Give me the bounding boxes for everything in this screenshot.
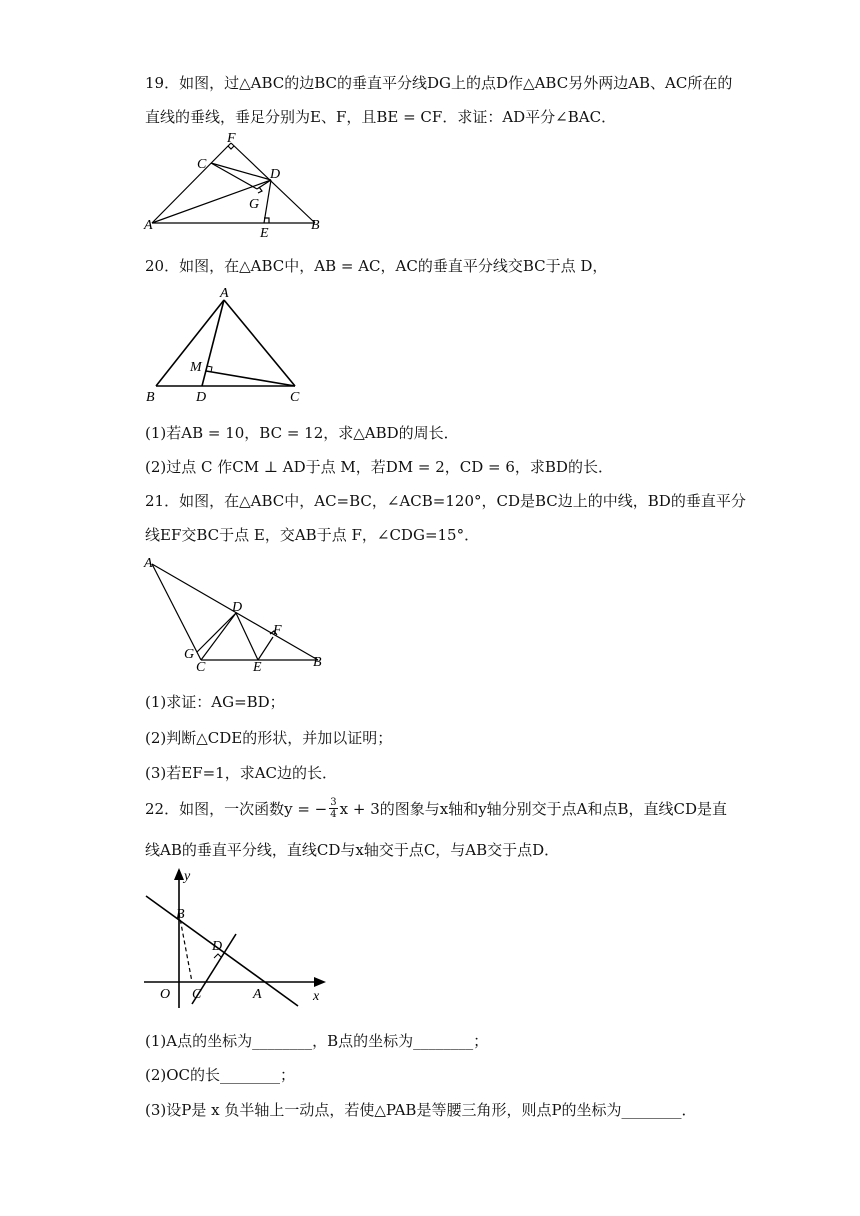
q20-label-M: M — [190, 360, 202, 375]
q21-text-line2: 线EF交BC于点 E，交AB于点 F，∠CDG=15°． — [145, 526, 480, 544]
q20-label-B: B — [146, 390, 155, 405]
q22-line1-rest: x + 3的图象与x轴和y轴分别交于点A和点B，直线CD是直 — [339, 800, 728, 818]
q21-part1: (1)求证：AG=BD； — [145, 693, 285, 711]
q22-label-B: B — [176, 907, 185, 922]
q19-text-line1: 19．如图，过△ABC的边BC的垂直平分线DG上的点D作△ABC另外两边AB、AC所在的 — [145, 74, 733, 92]
q19-label-A: A — [144, 218, 153, 233]
q22-part3: (3)设P是 x 负半轴上一动点，若使△PAB是等腰三角形，则点P的坐标为________． — [145, 1101, 697, 1119]
q19-figure — [140, 132, 340, 240]
q19-label-B: B — [311, 218, 320, 233]
q22-frac-den: 4 — [330, 809, 337, 820]
q22-label-A: A — [253, 987, 262, 1002]
q22-line1-start: 22．如图，一次函数y = − — [145, 800, 328, 818]
q19-label-C: C — [197, 157, 207, 172]
q21-label-F: F — [273, 623, 282, 638]
q21-figure — [140, 553, 330, 671]
q22-part1: (1)A点的坐标为________，B点的坐标为________； — [145, 1032, 489, 1050]
q19-label-D: D — [270, 167, 281, 182]
q20-label-D: D — [196, 390, 207, 405]
q22-figure — [140, 866, 335, 1014]
q21-label-C: C — [196, 660, 206, 671]
q22-label-x: x — [313, 989, 320, 1004]
q22-frac-num: 3 — [330, 797, 337, 808]
q21-part2: (2)判断△CDE的形状，并加以证明； — [145, 729, 393, 747]
q20-part1: (1)若AB = 10，BC = 12，求△ABD的周长． — [145, 424, 459, 442]
q20-text-line1: 20．如图，在△ABC中，AB = AC，AC的垂直平分线交BC于点 D， — [145, 257, 608, 275]
q21-label-G: G — [184, 647, 195, 662]
q21-label-D: D — [232, 600, 243, 615]
q19-label-G: G — [249, 197, 260, 212]
q22-text-line2: 线AB的垂直平分线，直线CD与x轴交于点C，与AB交于点D． — [145, 841, 560, 859]
q20-figure — [142, 281, 312, 406]
q22-label-D: D — [212, 939, 223, 954]
q22-label-C: C — [192, 987, 202, 1002]
q19-label-E: E — [260, 226, 269, 240]
q22-x-arrow — [314, 977, 326, 987]
q22-text-line1 — [145, 797, 727, 820]
q21-label-E: E — [253, 660, 262, 671]
q22-label-y: y — [184, 869, 191, 884]
q19-text-line2: 直线的垂线，垂足分别为E、F，且BE = CF．求证：AD平分∠BAC． — [145, 108, 617, 126]
q22-label-O: O — [160, 987, 171, 1002]
q22-dashed-bc — [179, 913, 192, 982]
q22-part2: (2)OC的长________； — [145, 1066, 296, 1084]
q22-fraction — [329, 797, 337, 820]
q21-label-B: B — [313, 655, 322, 670]
q19-label-F: F — [227, 132, 236, 146]
q21-text-line1: 21．如图，在△ABC中，AC=BC，∠ACB=120°，CD是BC边上的中线，BD的垂直平分 — [145, 492, 746, 510]
q20-label-C: C — [290, 390, 300, 405]
q21-label-A: A — [144, 556, 153, 571]
q22-y-arrow — [174, 868, 184, 880]
q21-part3: (3)若EF=1，求AC边的长． — [145, 764, 338, 782]
q20-part2: (2)过点 C 作CM ⊥ AD于点 M，若DM = 2，CD = 6，求BD的长． — [145, 458, 613, 476]
q20-label-A: A — [220, 286, 229, 301]
